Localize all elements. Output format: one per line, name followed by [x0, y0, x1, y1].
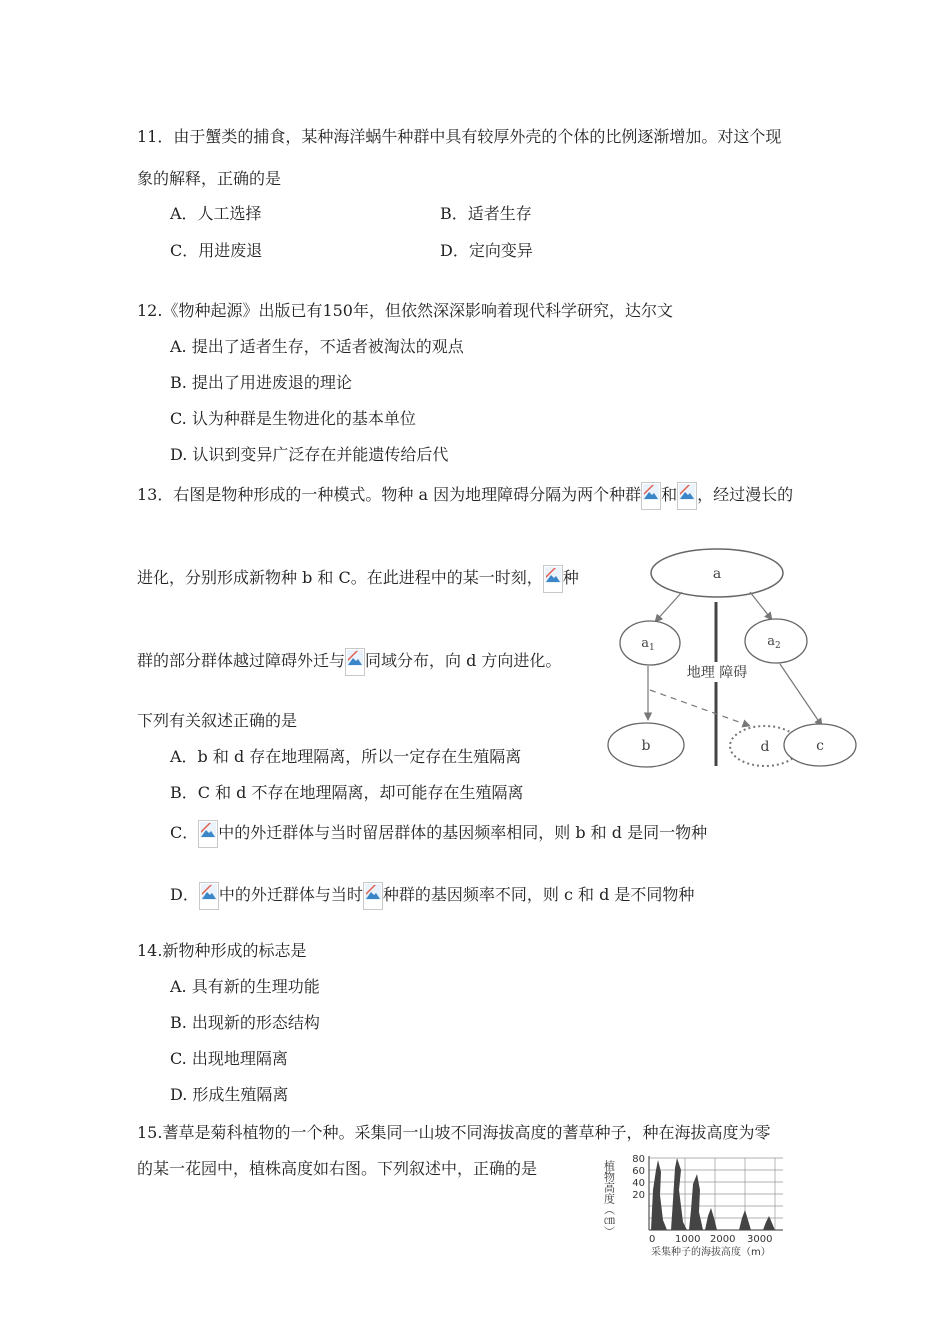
arrow-a-a2: [750, 592, 772, 620]
plant-0m: [651, 1160, 667, 1230]
q11-option-a: A．人工选择: [170, 204, 262, 223]
node-b-label: b: [641, 738, 651, 754]
q15-stem-line1: 15.蓍草是菊科植物的一个种。采集同一山坡不同海拔高度的蓍草种子，种在海拔高度为零: [137, 1123, 771, 1142]
y-tick-40: 40: [632, 1178, 645, 1189]
y-tick-60: 60: [632, 1166, 645, 1177]
barrier-label: 地理 障碍: [686, 665, 748, 681]
q13-option-c-prefix: C．: [170, 823, 199, 842]
plant-1000m: [689, 1174, 703, 1230]
plant-2500m: [739, 1210, 751, 1230]
broken-image-icon: [199, 882, 219, 910]
y-tick-20: 20: [632, 1190, 645, 1201]
q13-option-a: A．b 和 d 存在地理隔离，所以一定存在生殖隔离: [170, 747, 522, 766]
q13-option-d-prefix: D．: [170, 885, 199, 904]
x-tick-3000: 3000: [747, 1234, 773, 1245]
node-c-label: c: [816, 738, 824, 754]
q12-option-a: A. 提出了适者生存，不适者被淘汰的观点: [170, 337, 464, 356]
q13-line2-a: 进化，分别形成新物种 b 和 C。在此进程中的某一时刻，: [137, 568, 543, 587]
q13-option-c-text: 中的外迁群体与当时留居群体的基因频率相同，则 b 和 d 是同一物种: [218, 823, 708, 842]
q13-line2-b: 种: [562, 568, 579, 587]
chart-grid: [649, 1158, 783, 1230]
broken-image-icon: [641, 482, 661, 510]
q11-stem-line1: 11．由于蟹类的捕食，某种海洋蜗牛种群中具有较厚外壳的个体的比例逐渐增加。对这个现: [137, 127, 782, 146]
node-a-label: a: [712, 566, 722, 582]
arrow-a1-d: [650, 690, 750, 726]
q11-option-d: D．定向变异: [440, 241, 533, 260]
q14-option-c: C. 出现地理隔离: [170, 1049, 288, 1068]
q13-stem-line2: [137, 565, 579, 593]
q13-stem-c: ，经过漫长的: [697, 485, 794, 504]
broken-image-icon: [345, 648, 365, 676]
q13-option-c: [170, 820, 707, 848]
q14-option-a: A. 具有新的生理功能: [170, 977, 320, 996]
q13-line3-b: 同域分布，向 d 方向进化。: [365, 651, 562, 670]
q13-line3-a: 群的部分群体越过障碍外迁与: [137, 651, 346, 670]
q14-stem: 14.新物种形成的标志是: [137, 941, 307, 960]
q12-option-c: C. 认为种群是生物进化的基本单位: [170, 409, 416, 428]
x-tick-0: 0: [649, 1234, 656, 1245]
arrow-a2-c: [780, 664, 822, 726]
node-a1-label: $a_1$: [641, 636, 655, 653]
q13-option-d-text1: 中的外迁群体与当时: [218, 885, 363, 904]
q12-stem: 12.《物种起源》出版已有150年，但依然深深影响着现代科学研究，达尔文: [137, 301, 673, 320]
q13-stem-line3: [137, 648, 561, 676]
broken-image-icon: [363, 882, 383, 910]
speciation-diagram: [600, 540, 865, 780]
q11-stem-line2: 象的解释，正确的是: [137, 169, 282, 188]
q13-option-b: B．C 和 d 不存在地理隔离，却可能存在生殖隔离: [170, 783, 524, 802]
q14-option-b: B. 出现新的形态结构: [170, 1013, 320, 1032]
q14-option-d: D. 形成生殖隔离: [170, 1085, 289, 1104]
x-tick-2000: 2000: [710, 1234, 736, 1245]
chart-ylabel: 植物高度（㎝）: [602, 1160, 616, 1237]
plant-height-chart: [602, 1150, 790, 1260]
q13-option-d: [170, 882, 694, 910]
q11-option-b: B．适者生存: [440, 204, 532, 223]
q11-option-c: C．用进废退: [170, 241, 263, 260]
q15-stem-line2: 的某一花园中，植株高度如右图。下列叙述中，正确的是: [137, 1159, 538, 1178]
chart-xlabel: 采集种子的海拔高度（m）: [651, 1247, 771, 1258]
broken-image-icon: [543, 565, 563, 593]
q12-option-d: D. 认识到变异广泛存在并能遗传给后代: [170, 445, 449, 464]
arrow-a-a1: [655, 592, 682, 622]
q12-option-b: B. 提出了用进废退的理论: [170, 373, 352, 392]
node-d-label: d: [760, 739, 770, 755]
broken-image-icon: [677, 482, 697, 510]
node-a2-label: $a_2$: [767, 634, 781, 651]
q13-stem-line4: 下列有关叙述正确的是: [137, 711, 298, 730]
q13-option-d-text2: 种群的基因频率不同，则 c 和 d 是不同物种: [382, 885, 695, 904]
y-tick-80: 80: [632, 1154, 645, 1165]
broken-image-icon: [198, 820, 218, 848]
q13-stem-b: 和: [661, 485, 678, 504]
q13-stem-a: 13．右图是物种形成的一种模式。物种 a 因为地理障碍分隔为两个种群: [137, 485, 642, 504]
q13-stem-line1: [137, 482, 793, 510]
x-tick-1000: 1000: [675, 1234, 701, 1245]
